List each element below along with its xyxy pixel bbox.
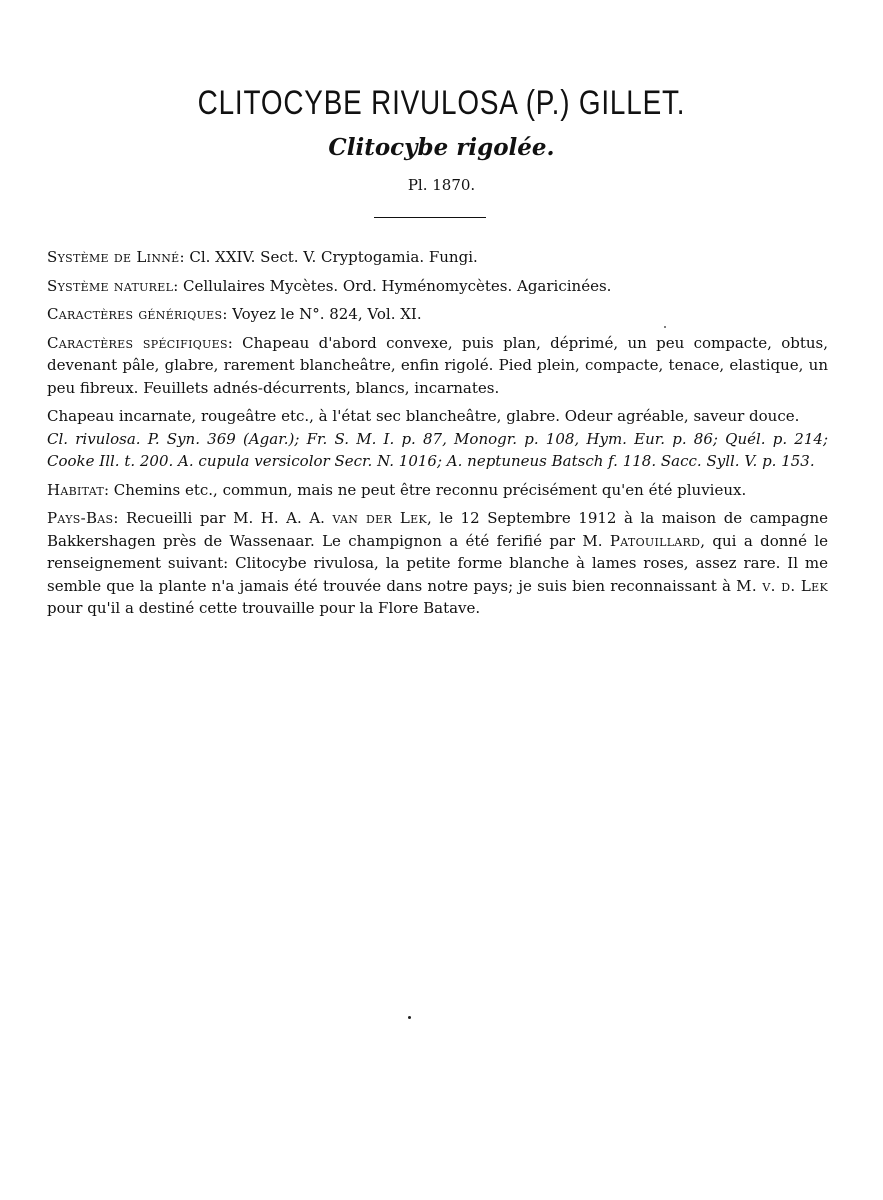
section-linne	[47, 246, 828, 269]
section-text: : Recueilli par M. H. A. A.	[113, 509, 333, 527]
document-body	[47, 246, 828, 626]
page-subtitle: Clitocybe rigolée.	[328, 134, 555, 161]
title-divider	[374, 217, 486, 218]
section-text: pour qu'il a destiné cette trouvaille pour la Flore Batave.	[47, 599, 481, 617]
page-title: CLITOCYBE RIVULOSA (P.) GILLET.	[197, 84, 686, 122]
section-label: Système naturel	[47, 276, 174, 295]
section-text: , le 12 Septembre 1912 à la maison de campagne Bakkershagen près de Wassenaar. Le champignon a été ferifié par M.	[47, 509, 828, 550]
section-label: Système de Linné	[47, 248, 180, 266]
verifier-name: Patouillard	[609, 531, 701, 550]
section-text: : Voyez le N°. 824, Vol. XI.	[222, 305, 422, 323]
section-specifiques	[47, 332, 828, 400]
section-text: : Chemins etc., commun, mais ne peut être reconnu précisément qu'en été pluvieux.	[103, 480, 747, 499]
section-habitat	[47, 479, 828, 502]
plate-number: Pl. 1870.	[407, 176, 476, 194]
section-naturel	[47, 275, 828, 298]
section-text: , qui a donné le renseignement suivant: Clitocybe rivulosa, la petite forme blanche à lames roses, assez rare. Il me semble que la plante n'a jamais été trouvée dans notre pays; je suis bien reconnaissant à	[47, 531, 828, 595]
section-generiques	[47, 303, 828, 326]
collector-name-short: M. v. d. Lek	[736, 576, 828, 595]
section-chapeau	[47, 405, 828, 428]
collector-name: van der Lek	[332, 509, 427, 527]
section-synonyms	[47, 428, 828, 473]
section-label: Pays-Bas	[47, 509, 114, 527]
section-text: Cl. rivulosa. P. Syn. 369 (Agar.); Fr. S. M. I. p. 87, Monogr. p. 108, Hym. Eur. p. 86; Quél. p. 214; Cooke Ill. t. 200. A. cupula versicolor Secr. N. 1016; A. neptuneus Batsch f. 118. Sacc. Syll. V. p. 153.	[47, 429, 828, 470]
section-text: : Chapeau d'abord convexe, puis plan, déprimé, un peu compacte, obtus, devenant pâle, glabre, rarement blancheâtre, enfin rigolé. Pied plein, compacte, tenace, elastique, un peu fibreux. Feuillets adnés-décurrents, blancs, incarnates.	[47, 333, 828, 397]
section-label: Habitat	[47, 480, 104, 499]
section-text: : Cellulaires Mycètes. Ord. Hyménomycètes. Agaricinées.	[173, 276, 612, 295]
print-speck	[408, 1016, 411, 1019]
section-label: Caractères génériques	[47, 305, 223, 323]
section-text: Chapeau incarnate, rougeâtre etc., à l'état sec blancheâtre, glabre. Odeur agréable, saveur douce.	[47, 407, 800, 425]
section-label: Caractères spécifiques	[47, 333, 228, 352]
section-paysbas	[47, 507, 828, 620]
section-text: : Cl. XXIV. Sect. V. Cryptogamia. Fungi.	[179, 248, 478, 266]
